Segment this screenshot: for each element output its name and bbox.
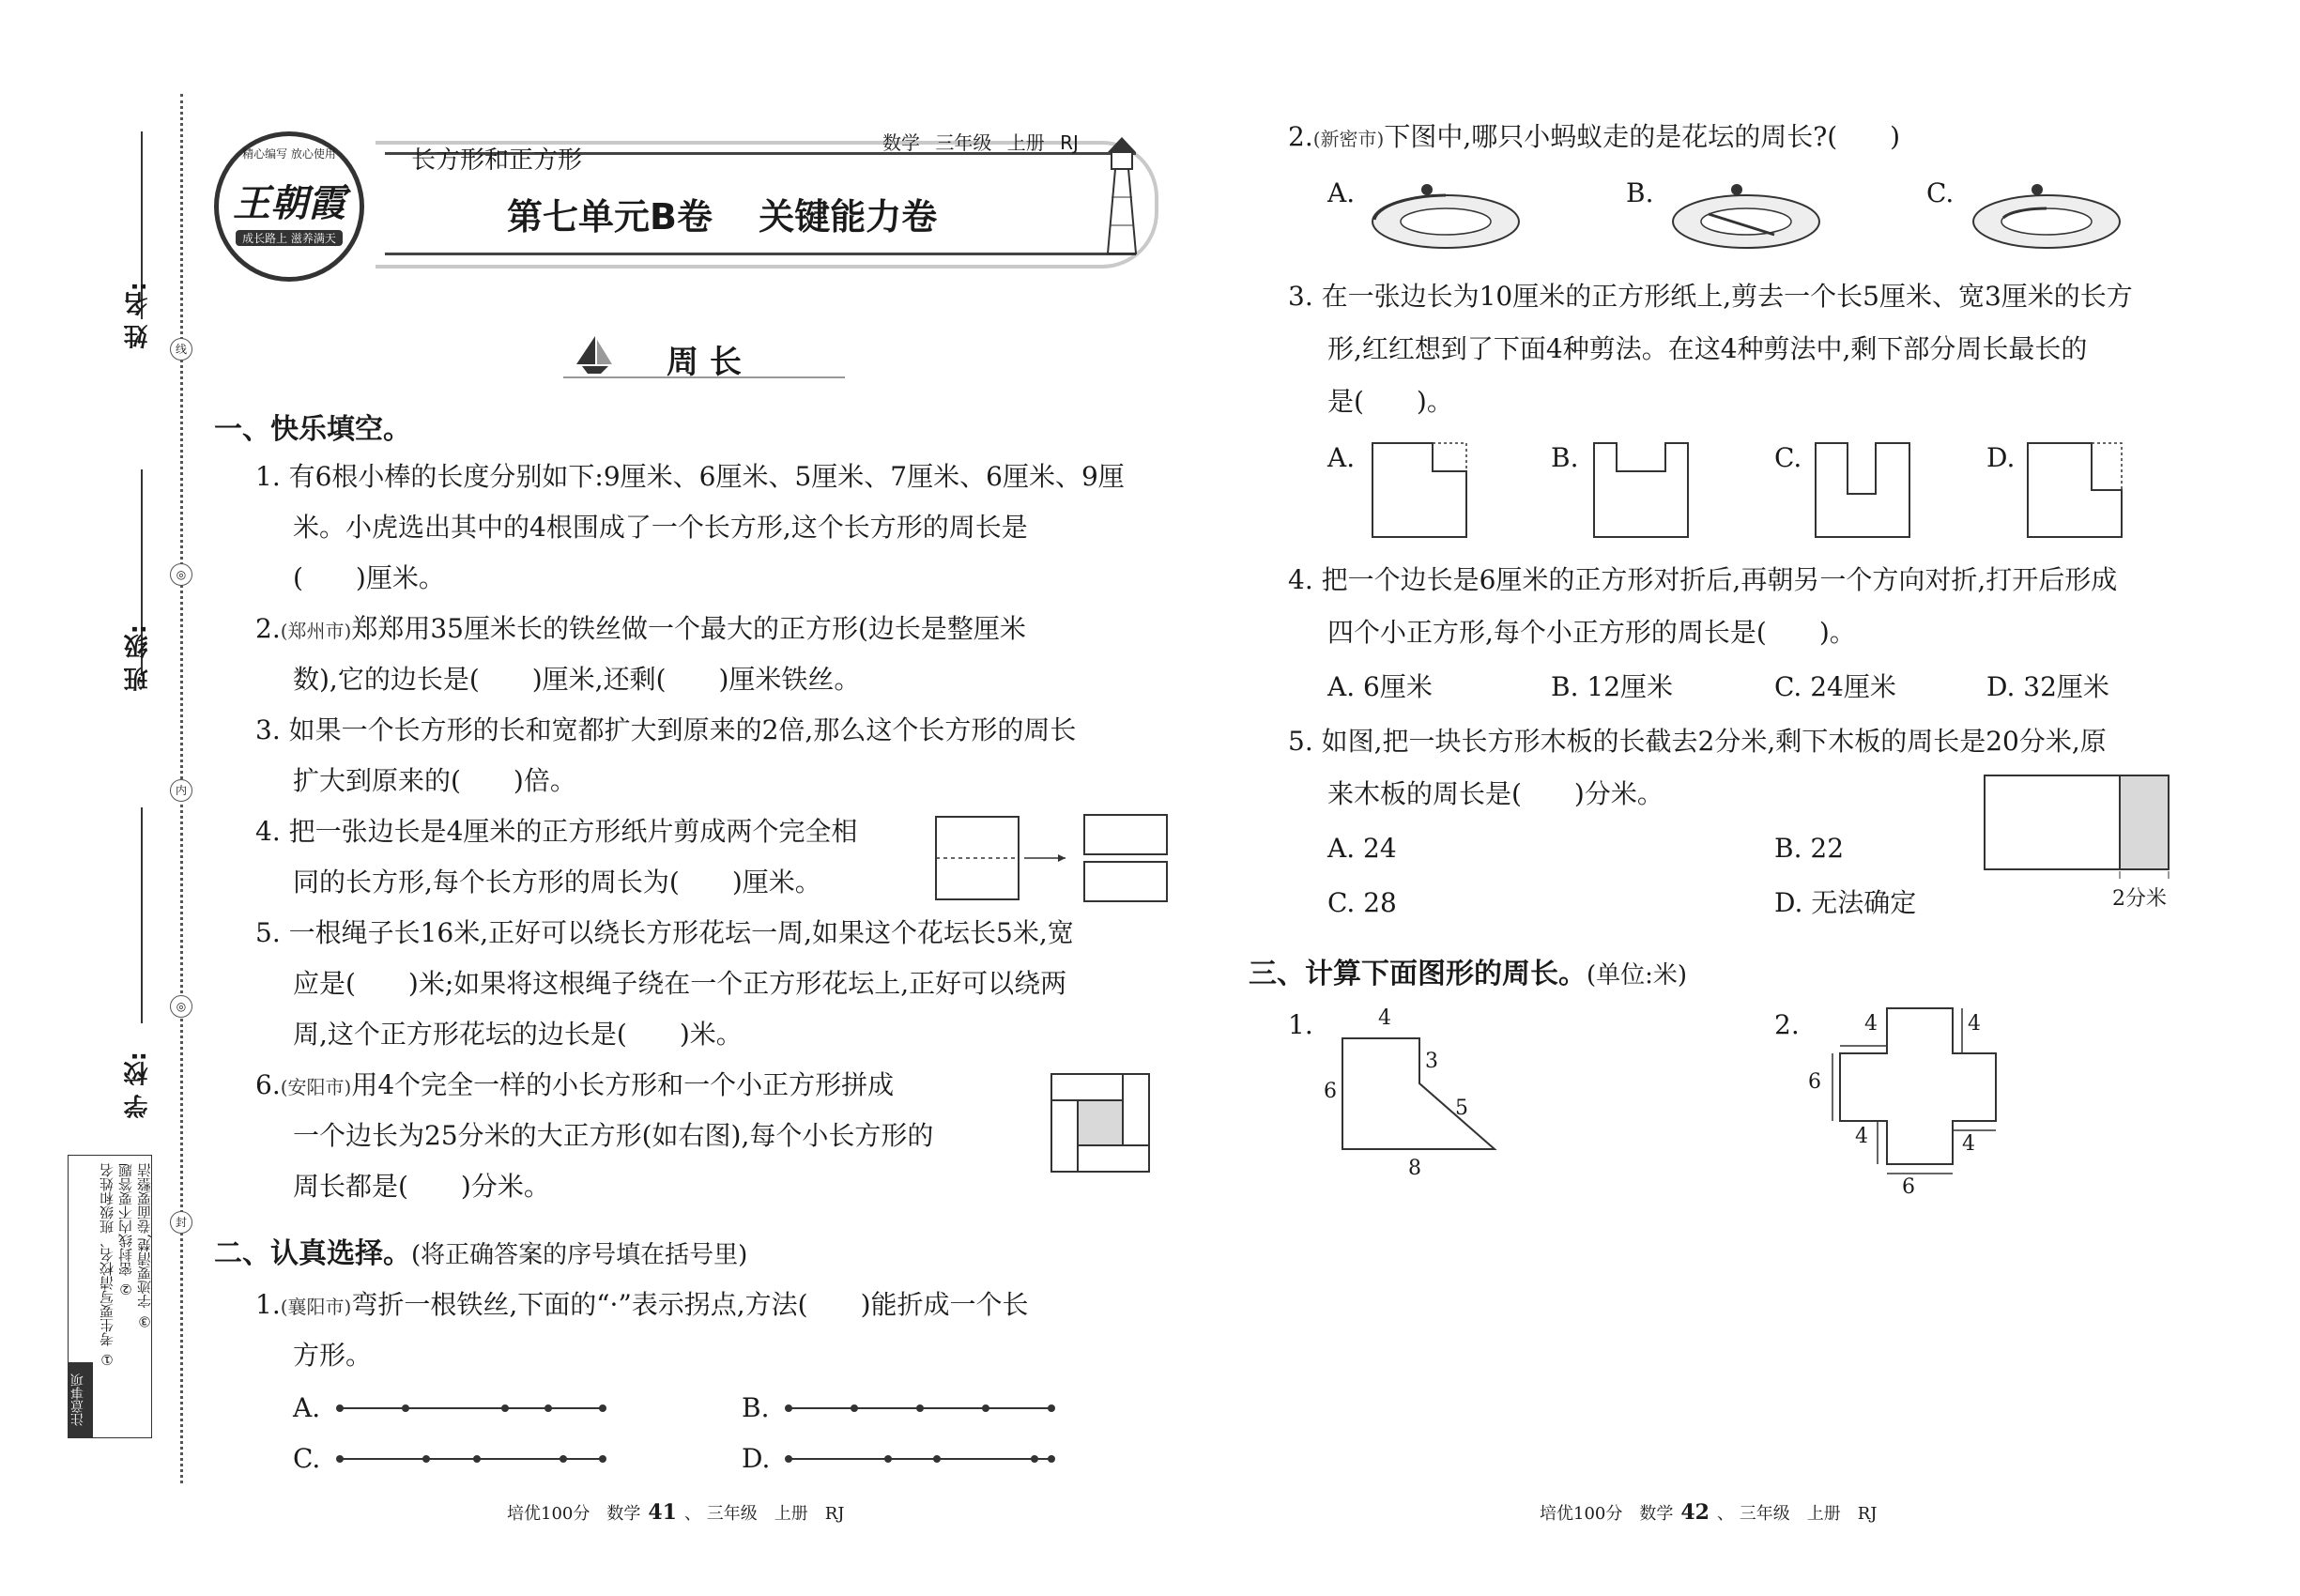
notes-item: ② 密封线内不要答题 — [117, 1163, 134, 1297]
s2q4-line: 4. 把一个边长是6厘米的正方形对折后,再朝另一个方向对折,打开后形成 — [1288, 564, 2118, 595]
fig1-label: 6 — [1324, 1080, 1337, 1103]
s2q5-line: 来木板的周长是( )分米。 — [1327, 778, 1664, 809]
q6-line — [255, 1067, 894, 1106]
cut-shape-c — [1814, 441, 1911, 539]
class-label: 班 级: — [124, 624, 152, 692]
cut-shape-b — [1592, 441, 1690, 539]
s2q2-text: 下图中,哪只小蚂蚁走的是花坛的周长?( ) — [1384, 121, 1901, 152]
fig1-label: 8 — [1408, 1157, 1421, 1180]
logo-badge — [214, 131, 364, 282]
section-3-title-text: 三、计算下面图形的周长。 — [1249, 958, 1587, 990]
q6-line: 周长都是( )分米。 — [293, 1171, 550, 1202]
s2q4-option-d: D. 32厘米 — [1986, 671, 2109, 702]
flowerbed-a — [1371, 176, 1530, 252]
q5-line: 应是( )米;如果将这根绳子绕在一个正方形花坛上,正好可以绕两 — [293, 968, 1067, 999]
s2q3-option-a: A. — [1327, 442, 1356, 473]
s2q5-option-d: D. 无法确定 — [1774, 887, 1917, 918]
s2q4-option-a: A. 6厘米 — [1327, 671, 1433, 702]
q6-source: (安阳市) — [280, 1076, 352, 1098]
section-3-title — [1249, 950, 1687, 991]
notes-box — [68, 1155, 152, 1438]
s3-fig1-number: 1. — [1288, 1009, 1313, 1040]
s2q4-option-b: B. 12厘米 — [1551, 671, 1674, 702]
s2q3-option-b: B. — [1551, 442, 1579, 473]
fig2-label: 4 — [1864, 1012, 1878, 1036]
q1-line: 1. 有6根小棒的长度分别如下:9厘米、6厘米、5厘米、7厘米、6厘米、9厘 — [255, 461, 1125, 492]
meta-subject: 数学 — [882, 131, 920, 154]
footer-left — [507, 1500, 844, 1525]
fig2-label: 6 — [1902, 1175, 1915, 1199]
wire-d — [785, 1450, 1057, 1468]
q2-line — [255, 610, 1026, 650]
cut-shape-a — [1371, 441, 1468, 539]
s2q5-option-a: A. 24 — [1327, 833, 1397, 864]
q3-line: 扩大到原来的( )倍。 — [293, 765, 576, 796]
q4-line: 4. 把一张边长是4厘米的正方形纸片剪成两个完全相 — [255, 816, 858, 847]
q1-line: ( )厘米。 — [293, 562, 445, 593]
topic-title: 周 长 — [667, 344, 742, 381]
board-figure — [1983, 774, 2172, 879]
lighthouse-icon — [1080, 131, 1164, 263]
fig2-label: 4 — [1962, 1132, 1975, 1156]
s2q1-number: 1. — [255, 1289, 281, 1320]
s2q3-line: 3. 在一张边长为10厘米的正方形纸上,剪去一个长5厘米、宽3厘米的长方 — [1288, 281, 2133, 312]
s2q5-option-b: B. 22 — [1774, 833, 1845, 864]
logo-text: 王朝霞 — [233, 181, 345, 225]
q3-line: 3. 如果一个长方形的长和宽都扩大到原来的2倍,那么这个长方形的周长 — [255, 714, 1077, 745]
notes-title: 注意事项 — [69, 1362, 93, 1437]
fig2-label: 6 — [1808, 1070, 1821, 1094]
title-type: 关键能力卷 — [759, 196, 938, 238]
wire-a — [336, 1399, 608, 1418]
subject-tag: 长方形和正方形 — [411, 146, 583, 175]
s3-figure-1 — [1333, 1008, 1521, 1187]
section-1-title: 一、快乐填空。 — [214, 413, 411, 446]
s2q1-option-b: B. — [742, 1392, 770, 1423]
cut-shape-d — [2026, 441, 2124, 539]
q6-number: 6. — [255, 1069, 281, 1100]
board-cut-label: 2分米 — [2112, 887, 2167, 911]
s2q1-option-d: D. — [742, 1443, 771, 1474]
footer-right — [1540, 1500, 1877, 1525]
q2-number: 2. — [255, 613, 281, 644]
meta-edition: RJ — [1060, 131, 1079, 154]
header-meta — [882, 128, 1079, 155]
s2q2-option-a: A. — [1327, 177, 1356, 208]
footer-right-post: 、 三年级 上册 RJ — [1716, 1504, 1878, 1524]
s2q4-line: 四个小正方形,每个小正方形的周长是( )。 — [1327, 617, 1856, 648]
s2q1-line — [255, 1286, 1029, 1326]
name-label: 姓 名: — [124, 282, 152, 349]
q4-line: 同的长方形,每个长方形的周长为( )厘米。 — [293, 867, 821, 898]
section-2-title — [214, 1230, 747, 1271]
s2q5-option-c: C. 28 — [1327, 887, 1397, 918]
notes-item: ① 考生要写清校名、班级和姓名 — [99, 1163, 115, 1368]
q5-line: 周,这个正方形花坛的边长是( )米。 — [293, 1019, 743, 1050]
meta-volume: 上册 — [1006, 131, 1045, 154]
section-2-title-text: 二、认真选择。 — [214, 1237, 411, 1270]
q6-line: 一个边长为25分米的大正方形(如右图),每个小长方形的 — [293, 1120, 934, 1151]
s2q3-option-c: C. — [1774, 442, 1802, 473]
school-line — [141, 807, 143, 1023]
footer-left-post: 、 三年级 上册 RJ — [683, 1504, 845, 1524]
logo-sub: 精心编写 放心使用 — [242, 147, 336, 161]
q1-line: 米。小虎选出其中的4根围成了一个长方形,这个长方形的周长是 — [293, 512, 1028, 543]
s2q1-text: 弯折一根铁丝,下面的“·”表示拐点,方法( )能折成一个长 — [351, 1289, 1029, 1320]
s2q2-option-b: B. — [1626, 177, 1654, 208]
s2q1-line: 方形。 — [293, 1340, 373, 1371]
fig1-label: 3 — [1425, 1050, 1438, 1073]
q2-text: 郑郑用35厘米长的铁丝做一个最大的正方形(边长是整厘米 — [351, 613, 1026, 644]
s3-figure-2 — [1821, 1005, 2047, 1183]
q4-cut-figure — [934, 813, 1169, 907]
cut-mark: 线 — [170, 338, 192, 361]
wire-c — [336, 1450, 608, 1468]
school-label: 学 校: — [124, 1051, 152, 1119]
s2q3-line: 是( )。 — [1327, 386, 1453, 417]
s3-fig2-number: 2. — [1774, 1009, 1800, 1040]
s2q2-source: (新密市) — [1312, 128, 1385, 150]
meta-grade: 三年级 — [935, 131, 992, 154]
cut-mark: 内 — [170, 779, 192, 802]
s2q5-line: 5. 如图,把一块长方形木板的长截去2分米,剩下木板的周长是20分米,原 — [1288, 726, 2107, 757]
s2q3-option-d: D. — [1986, 442, 2016, 473]
q2-line: 数),它的边长是( )厘米,还剩( )厘米铁丝。 — [293, 664, 861, 695]
title-unit: 第七单元B卷 — [507, 196, 713, 238]
ant-icon — [1731, 184, 1742, 195]
s2q4-option-c: C. 24厘米 — [1774, 671, 1896, 702]
fig2-label: 4 — [1968, 1012, 1981, 1036]
flowerbed-c — [1971, 176, 2131, 252]
fig1-label: 4 — [1378, 1006, 1391, 1030]
s2q3-line: 形,红红想到了下面4种剪法。在这4种剪法中,剩下部分周长最长的 — [1327, 333, 2088, 364]
q2-source: (郑州市) — [280, 620, 352, 642]
s2q2-option-c: C. — [1926, 177, 1955, 208]
binding-hole-icon: ◎ — [170, 563, 192, 586]
page-title — [507, 188, 937, 239]
ant-icon — [1421, 184, 1433, 195]
cut-mark: 封 — [170, 1211, 192, 1234]
s2q2-line — [1288, 118, 1900, 158]
ant-icon — [2032, 184, 2043, 195]
section-2-note: (将正确答案的序号填在括号里) — [411, 1241, 748, 1269]
wire-b — [785, 1399, 1057, 1418]
flowerbed-b — [1671, 176, 1831, 252]
logo-slogan: 成长路上 滋养满天 — [236, 230, 343, 246]
fig1-label: 5 — [1455, 1097, 1468, 1120]
q6-square-figure — [1050, 1072, 1153, 1175]
s2q1-option-c: C. — [293, 1443, 321, 1474]
q5-line: 5. 一根绳子长16米,正好可以绕长方形花坛一周,如果这个花坛长5米,宽 — [255, 917, 1074, 948]
notes-item: ③ 字迹要清楚,卷面要整洁 — [136, 1163, 153, 1330]
s2q2-number: 2. — [1288, 121, 1313, 152]
q6-text: 用4个完全一样的小长方形和一个小正方形拼成 — [351, 1069, 895, 1100]
footer-right-pre: 培优100分 数学 — [1540, 1504, 1674, 1524]
footer-left-pre: 培优100分 数学 — [507, 1504, 641, 1524]
fig2-label: 4 — [1855, 1125, 1868, 1148]
page-number: 42 — [1680, 1500, 1710, 1525]
section-3-note: (单位:米) — [1587, 961, 1688, 990]
page-number: 41 — [648, 1500, 677, 1525]
s2q1-option-a: A. — [293, 1392, 321, 1423]
binding-hole-icon: ◎ — [170, 995, 192, 1018]
s2q1-source: (襄阳市) — [280, 1296, 352, 1318]
